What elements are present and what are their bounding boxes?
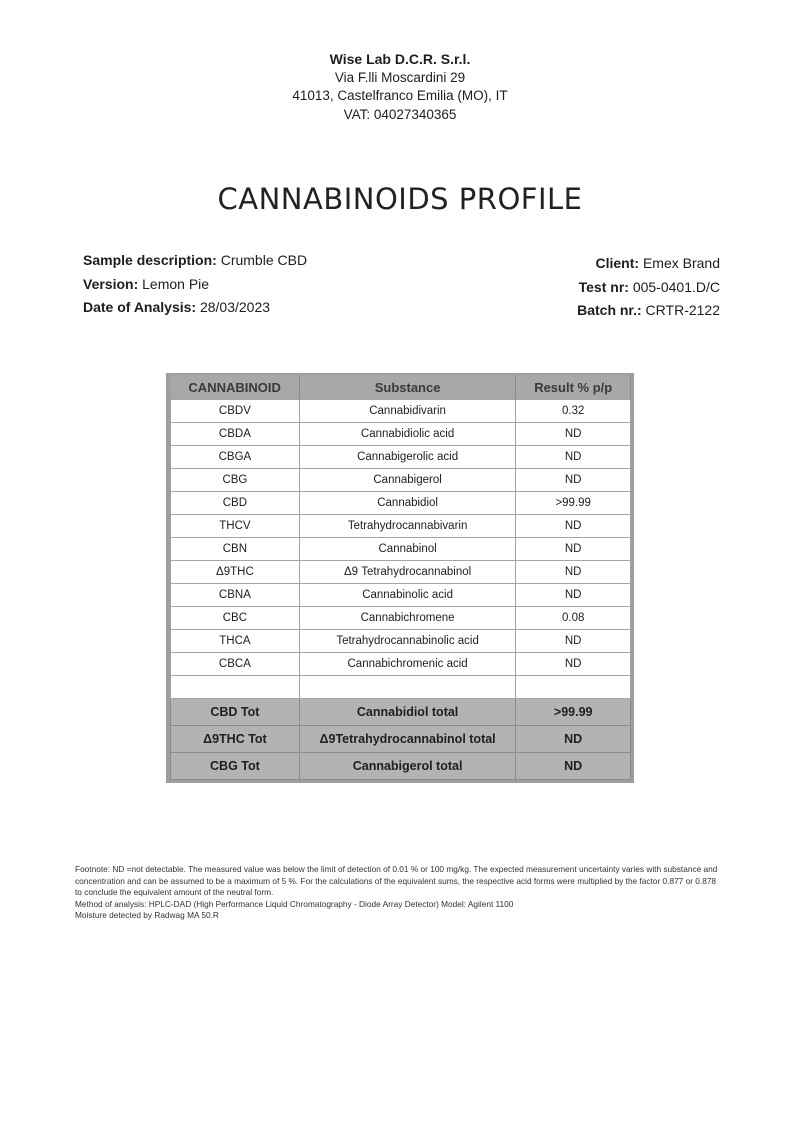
total-result-cell: >99.99: [516, 699, 631, 726]
column-header-result: Result % p/p: [516, 375, 631, 400]
total-code-cell: CBD Tot: [171, 699, 300, 726]
analysis-date: [83, 296, 307, 320]
cannabinoid-cell: [171, 676, 300, 699]
total-substance-cell: Cannabigerol total: [299, 753, 516, 780]
total-row-cbg: [171, 753, 631, 780]
result-cell: ND: [516, 469, 631, 492]
total-row-cbd: [171, 699, 631, 726]
substance-cell: Cannabichromenic acid: [299, 653, 516, 676]
cannabinoid-cell: THCV: [171, 515, 300, 538]
table-row: [171, 469, 631, 492]
sample-version: [83, 273, 307, 297]
total-substance-cell: Cannabidiol total: [299, 699, 516, 726]
table-row: [171, 400, 631, 423]
lab-street: Via F.lli Moscardini 29: [334, 69, 466, 85]
table-row: [171, 653, 631, 676]
sample-version-value: Lemon Pie: [138, 275, 210, 292]
test-number: [577, 276, 720, 300]
cannabinoid-cell: CBC: [171, 607, 300, 630]
table-header-row: [171, 375, 631, 400]
column-header-cannabinoid: CANNABINOID: [171, 375, 300, 400]
cannabinoid-cell: CBCA: [171, 653, 300, 676]
result-cell: ND: [516, 515, 631, 538]
result-cell: ND: [516, 446, 631, 469]
sample-info: [83, 249, 307, 320]
table-row: [171, 538, 631, 561]
substance-cell: Δ9 Tetrahydrocannabinol: [299, 561, 516, 584]
results-table: [170, 375, 631, 780]
substance-cell: Cannabidivarin: [299, 400, 516, 423]
cannabinoid-cell: CBGA: [171, 446, 300, 469]
substance-cell: Cannabinolic acid: [299, 584, 516, 607]
result-cell: [516, 676, 631, 699]
cannabinoid-cell: Δ9THC: [171, 561, 300, 584]
cannabinoid-cell: CBDA: [171, 423, 300, 446]
sample-description-value: Crumble CBD: [216, 252, 308, 268]
substance-cell: Cannabigerol: [299, 469, 516, 492]
sample-description: [83, 249, 307, 273]
result-cell: ND: [516, 561, 631, 584]
batch-number: [577, 299, 720, 323]
lab-vat: VAT: 04027340365: [343, 106, 457, 122]
table-row: [171, 515, 631, 538]
total-substance-cell: Δ9Tetrahydrocannabinol total: [299, 726, 516, 753]
substance-cell: Tetrahydrocannabivarin: [299, 515, 516, 538]
substance-cell: Tetrahydrocannabinolic acid: [299, 630, 516, 653]
cannabinoid-cell: THCA: [171, 630, 300, 653]
table-row: [171, 423, 631, 446]
cannabinoid-cell: CBDV: [171, 400, 300, 423]
cannabinoid-cell: CBG: [171, 469, 300, 492]
sample-description-label: Sample description:: [83, 252, 217, 268]
test-number-label: Test nr:: [578, 278, 629, 295]
client: [577, 252, 720, 276]
lab-city: 41013, Castelfranco Emilia (MO), IT: [292, 88, 508, 103]
table-row: [171, 561, 631, 584]
analysis-date-label: Date of Analysis:: [83, 299, 197, 315]
table-row: [171, 492, 631, 515]
lab-name: Wise Lab D.C.R. S.r.l.: [329, 51, 471, 67]
results-table-frame: [166, 373, 634, 783]
result-cell: >99.99: [516, 492, 631, 515]
column-header-substance: Substance: [299, 375, 516, 400]
cannabinoid-cell: CBNA: [171, 584, 300, 607]
table-row-empty: [171, 676, 631, 699]
page-title: CANNABINOIDS PROFILE: [217, 182, 583, 216]
result-cell: ND: [516, 538, 631, 561]
table-row: [171, 607, 631, 630]
result-cell: ND: [516, 630, 631, 653]
cannabinoid-cell: CBD: [171, 492, 300, 515]
total-result-cell: ND: [516, 726, 631, 753]
total-code-cell: CBG Tot: [171, 753, 300, 780]
substance-cell: [299, 676, 516, 699]
footnote-text: Footnote: ND =not detectable. The measured value was below the limit of detection of 0.01 % or 100 mg/kg. The expected measurement uncertainty varies with substance and concentration and can be assumed to be a maximum of 5 %. For the calculations of the equivalent sums, the respective acid forms were multiplied by the factor 0.877 or 0.878 to conclude the equivalent amount of the neutral form.: [75, 864, 718, 897]
lab-header: [0, 50, 800, 124]
result-cell: ND: [516, 423, 631, 446]
total-code-cell: Δ9THC Tot: [171, 726, 300, 753]
substance-cell: Cannabidiolic acid: [299, 423, 516, 446]
result-cell: ND: [516, 584, 631, 607]
substance-cell: Cannabigerolic acid: [299, 446, 516, 469]
sample-version-label: Version:: [83, 275, 139, 292]
total-result-cell: ND: [516, 753, 631, 780]
substance-cell: Cannabidiol: [299, 492, 516, 515]
footnote: [75, 864, 725, 922]
result-cell: 0.08: [516, 607, 631, 630]
result-cell: 0.32: [516, 400, 631, 423]
total-row-thc: [171, 726, 631, 753]
table-row: [171, 446, 631, 469]
result-cell: ND: [516, 653, 631, 676]
substance-cell: Cannabinol: [299, 538, 516, 561]
analysis-date-value: 28/03/2023: [196, 299, 271, 315]
moisture-text: Moisture detected by Radwag MA 50.R: [75, 910, 219, 920]
client-label: Client:: [595, 255, 640, 271]
cannabinoid-cell: CBN: [171, 538, 300, 561]
substance-cell: Cannabichromene: [299, 607, 516, 630]
client-info: [577, 252, 720, 323]
method-text: Method of analysis: HPLC-DAD (High Performance Liquid Chromatography - Diode Array Detector) Model: Agilent 1100: [75, 898, 514, 909]
table-row: [171, 630, 631, 653]
table-row: [171, 584, 631, 607]
test-number-value: 005-0401.D/C: [628, 278, 720, 295]
client-value: Emex Brand: [639, 255, 720, 271]
batch-number-value: CRTR-2122: [641, 302, 720, 318]
batch-number-label: Batch nr.:: [577, 302, 642, 318]
